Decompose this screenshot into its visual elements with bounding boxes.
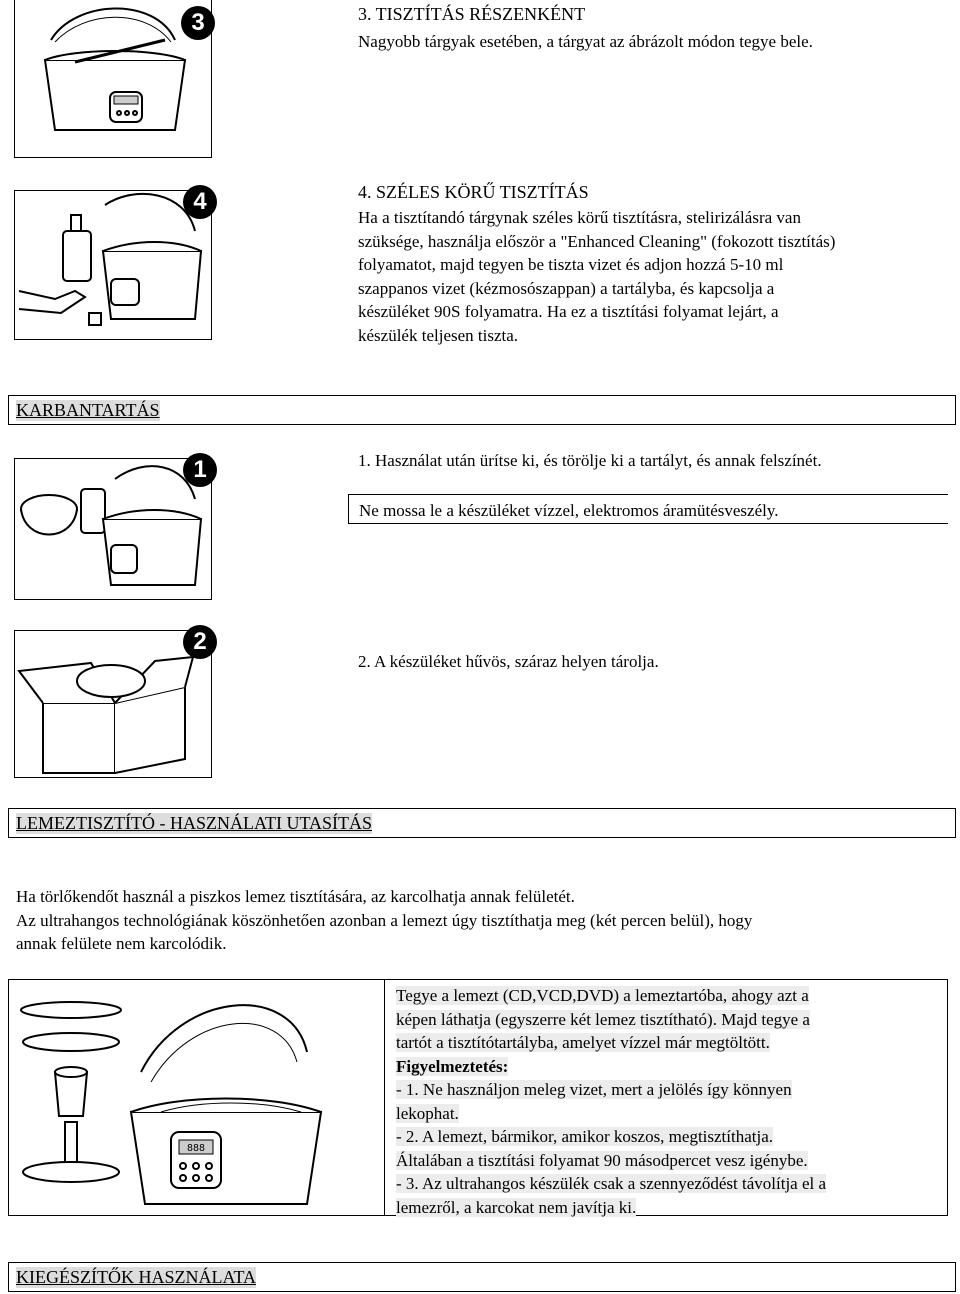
disc-cleaner-drawing	[11, 982, 381, 1212]
lemez-warning-3: - 3. Az ultrahangos készülék csak a szennyeződést távolítja el a	[396, 1174, 827, 1193]
empty-and-wipe-drawing	[15, 459, 211, 599]
lemez-warning-2: - 2. A lemezt, bármikor, amikor koszos, megtisztíthatja.	[396, 1127, 774, 1146]
step3-illustration	[14, 0, 212, 158]
step-badge-2: 2	[183, 625, 217, 659]
step4-line: Ha a tisztítandó tárgynak széles körű tisztításra, stelirizálásra van	[358, 208, 801, 227]
lemez-instructions	[396, 984, 941, 1219]
step4-line: folyamatot, majd tegyen be tiszta vizet és adjon hozzá 5-10 ml	[358, 255, 784, 274]
lemez-warning-title: Figyelmeztetés:	[396, 1056, 509, 1076]
warning-text: Ne mossa le a készüléket vízzel, elektromos áramütésveszély.	[359, 501, 779, 520]
lemez-warning-3-cont: lemezről, a karcokat nem javítja ki.	[396, 1197, 637, 1217]
boxed-device-drawing	[15, 631, 211, 777]
lemez-box-line: képen láthatja (egyszerre két lemez tisztítható). Majd tegye a	[396, 1009, 810, 1029]
step4-line: készüléket 90S folyamatra. Ha ez a tisztítási folyamat lejárt, a	[358, 302, 779, 321]
lemez-title: LEMEZTISZTÍTÓ - HASZNÁLATI UTASÍTÁS	[16, 813, 373, 833]
maintenance-item2-text: 2. A készüléket hűvös, száraz helyen tárolja.	[358, 652, 659, 671]
karbantartas-title: KARBANTARTÁS	[16, 400, 160, 420]
step4-line: szappanos vizet (kézmosószappan) a tartályba, és kapcsolja a	[358, 278, 775, 298]
step3-title: 3. TISZTÍTÁS RÉSZENKÉNT	[358, 4, 586, 24]
warning-box	[348, 494, 948, 524]
maintenance-item1-text: 1. Használat után ürítse ki, és törölje ki a tartályt, és annak felszínét.	[358, 451, 822, 470]
step3-text: Nagyobb tárgyak esetében, a tárgyat az ábrázolt módon tegye bele.	[358, 32, 813, 51]
step-badge-3: 3	[181, 6, 215, 40]
kiegeszitok-title: KIEGÉSZÍTŐK HASZNÁLATA	[16, 1267, 257, 1287]
table-divider	[384, 980, 385, 1215]
step4-illustration	[14, 190, 212, 340]
lemez-warning-1: - 1. Ne használjon meleg vizet, mert a jelölés így könnyen	[396, 1080, 792, 1099]
kiegeszitok-header-box	[8, 1262, 956, 1292]
lemez-intro-line: annak felülete nem karcolódik.	[16, 934, 227, 953]
lemez-box-line: Tegye a lemezt (CD,VCD,DVD) a lemeztartóba, ahogy azt a	[396, 986, 809, 1005]
step-badge-1: 1	[183, 453, 217, 487]
lemez-instruction-table	[8, 979, 948, 1216]
maintenance-illustration-2	[14, 630, 212, 778]
karbantartas-header-box	[8, 395, 956, 425]
lemez-intro-line: Az ultrahangos technológiának köszönhetően azonban a lemezt úgy tisztíthatja meg (két percen belül), hogy	[16, 910, 753, 930]
lemez-warning-2-cont: Általában a tisztítási folyamat 90 másodpercet vesz igénybe.	[396, 1150, 808, 1170]
step4-title: 4. SZÉLES KÖRŰ TISZTÍTÁS	[358, 182, 589, 202]
step4-body	[358, 206, 948, 347]
lemez-header-box	[8, 808, 956, 838]
step-badge-4: 4	[183, 185, 217, 219]
lemez-intro	[16, 885, 946, 956]
lemez-box-line: tartót a tisztítótartályba, amelyet vízzel már megtöltött.	[396, 1033, 770, 1052]
display-readout: 888	[186, 1143, 206, 1154]
cleaner-with-soap-drawing	[15, 191, 211, 339]
lemez-warning-1-cont: lekophat.	[396, 1103, 459, 1123]
lemez-intro-line: Ha törlőkendőt használ a piszkos lemez tisztítására, az karcolhatja annak felületét.	[16, 887, 575, 906]
step4-line: készülék teljesen tiszta.	[358, 325, 519, 345]
step4-line: szüksége, használja először a "Enhanced Cleaning" (fokozott tisztítás)	[358, 231, 836, 251]
maintenance-illustration-1	[14, 458, 212, 600]
